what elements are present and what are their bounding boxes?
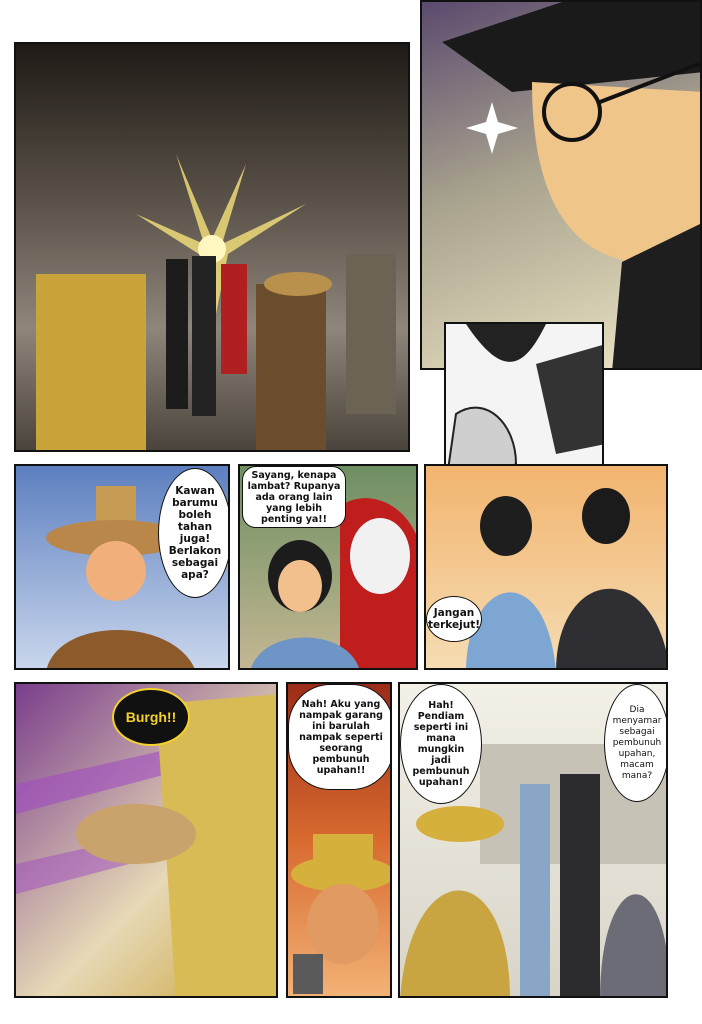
speech-bubble-couple: Jangan terkejut!	[426, 596, 482, 642]
panel-man-closeup	[420, 0, 702, 370]
speech-bubble-crowd-left: Hah! Pendiam seperti ini mana mungkin jadi pembunuh upahan!	[400, 684, 482, 804]
panel-party-scene	[14, 42, 410, 452]
panel-crowd	[398, 682, 668, 998]
sfx-burgh: Burgh!!	[112, 688, 190, 746]
panel-cowboy	[14, 464, 230, 670]
hand-art	[446, 324, 604, 482]
panel-punch	[14, 682, 278, 998]
speech-bubble-woman: Sayang, kenapa lambat? Rupanya ada orang lain yang lebih penting ya!!	[242, 466, 346, 528]
speech-bubble-thug: Nah! Aku yang nampak garang ini barulah nampak seperti seorang pembunuh upahan!!	[288, 684, 392, 790]
party-scene-art	[16, 44, 410, 452]
panel-couple	[424, 464, 668, 670]
man-closeup-art	[422, 2, 702, 370]
panel-thug-closeup	[286, 682, 392, 998]
panel-hand-reaching	[444, 322, 604, 482]
speech-bubble-cowboy: Kawan barumu boleh tahan juga! Berlakon sebagai apa?	[158, 468, 230, 598]
speech-bubble-crowd-right: Dia menyamar sebagai pembunuh upahan, macam mana?	[604, 684, 668, 802]
panel-woman-santa	[238, 464, 418, 670]
